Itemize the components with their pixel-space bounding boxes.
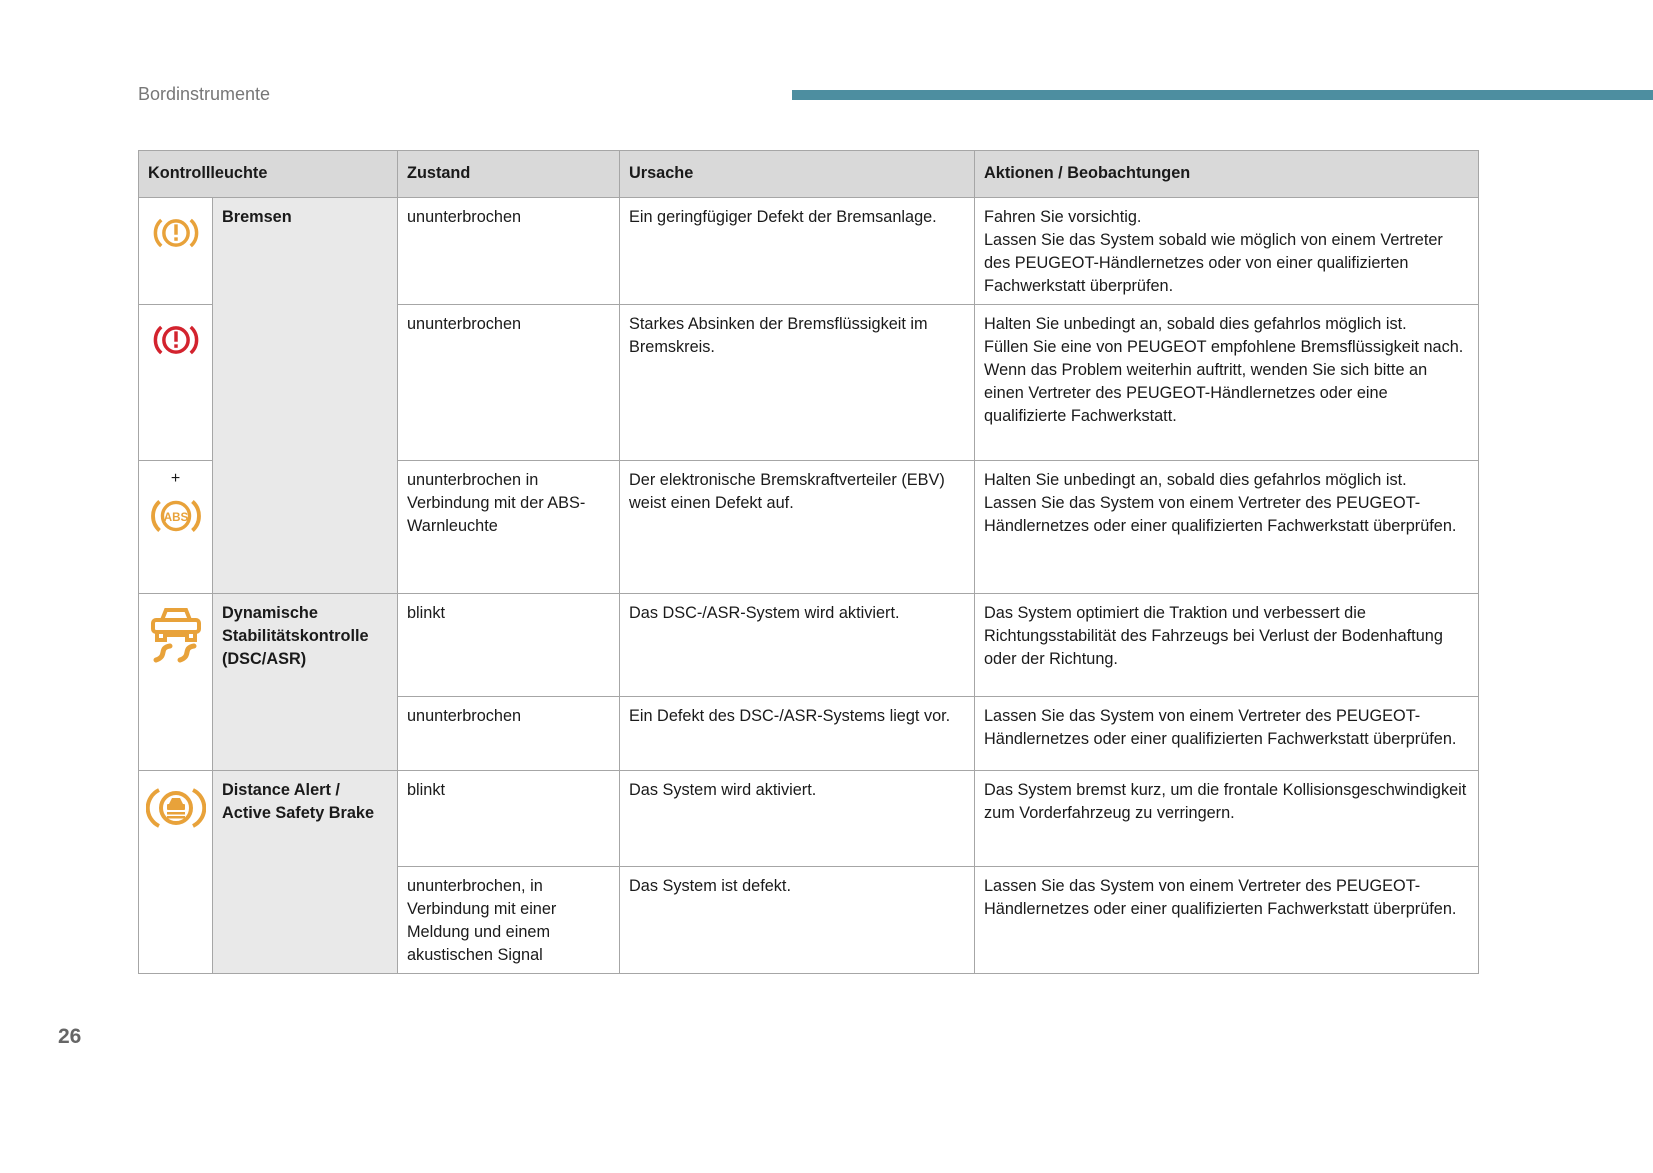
warning-light-cell bbox=[139, 198, 213, 305]
warning-light-name: Bremsen bbox=[213, 198, 398, 594]
table-header-row bbox=[139, 151, 1479, 198]
brake-warning-red-icon bbox=[141, 315, 210, 365]
action-text: Fahren Sie vorsichtig. bbox=[984, 208, 1142, 226]
cause-cell: Starkes Absinken der Bremsflüssigkeit im Bremskreis. bbox=[620, 305, 975, 461]
state-cell: blinkt bbox=[398, 771, 620, 867]
action-text: Das System optimiert die Traktion und verbessert die Richtungsstabilität des Fahrzeugs bei Verlust der Bodenhaftung oder der Richtung. bbox=[984, 604, 1443, 668]
table-row bbox=[139, 198, 1479, 305]
plus-sign: + bbox=[170, 470, 181, 487]
table-row bbox=[139, 594, 1479, 697]
actions-cell bbox=[975, 697, 1479, 771]
cause-cell: Das System wird aktiviert. bbox=[620, 771, 975, 867]
column-header: Zustand bbox=[398, 151, 620, 198]
column-header: Kontrollleuchte bbox=[139, 151, 398, 198]
warning-light-cell bbox=[139, 594, 213, 771]
actions-cell bbox=[975, 305, 1479, 461]
actions-cell bbox=[975, 461, 1479, 594]
state-cell: ununterbrochen bbox=[398, 305, 620, 461]
cause-cell: Der elektronische Bremskraftverteiler (EBV) weist einen Defekt auf. bbox=[620, 461, 975, 594]
action-text: Halten Sie unbedingt an, sobald dies gefahrlos möglich ist. bbox=[984, 471, 1407, 489]
warning-light-name: Dynamische Stabilitätskontrolle (DSC/ASR) bbox=[213, 594, 398, 771]
actions-cell bbox=[975, 771, 1479, 867]
header-accent-bar bbox=[792, 90, 1653, 100]
state-cell: ununterbrochen in Verbindung mit der ABS-Warnleuchte bbox=[398, 461, 620, 594]
column-header: Ursache bbox=[620, 151, 975, 198]
brake-warning-amber-icon bbox=[141, 208, 210, 258]
warning-light-cell bbox=[139, 461, 213, 594]
warning-light-cell bbox=[139, 771, 213, 974]
action-text: Lassen Sie das System von einem Vertreter des PEUGEOT-Händlernetzes oder einer qualifizierten Fachwerkstatt überprüfen. bbox=[984, 707, 1457, 748]
action-text: Das System bremst kurz, um die frontale Kollisionsgeschwindigkeit zum Vorderfahrzeug zu verringern. bbox=[984, 781, 1467, 822]
state-cell: ununterbrochen bbox=[398, 697, 620, 771]
action-text: Lassen Sie das System von einem Vertreter des PEUGEOT-Händlernetzes oder einer qualifizierten Fachwerkstatt überprüfen. bbox=[984, 877, 1457, 918]
action-text: Füllen Sie eine von PEUGEOT empfohlene Bremsflüssigkeit nach. bbox=[984, 338, 1464, 356]
state-cell: ununterbrochen bbox=[398, 198, 620, 305]
warning-light-cell bbox=[139, 305, 213, 461]
action-text: Lassen Sie das System von einem Vertreter des PEUGEOT-Händlernetzes oder einer qualifizierten Fachwerkstatt überprüfen. bbox=[984, 494, 1457, 535]
dsc-asr-icon bbox=[141, 604, 210, 666]
distance-alert-icon bbox=[141, 781, 210, 835]
column-header: Aktionen / Beobachtungen bbox=[975, 151, 1479, 198]
actions-cell bbox=[975, 198, 1479, 305]
page-number: 26 bbox=[58, 1025, 82, 1048]
cause-cell: Das System ist defekt. bbox=[620, 867, 975, 974]
warning-lights-table bbox=[138, 150, 1479, 974]
state-cell: ununterbrochen, in Verbindung mit einer Meldung und einem akustischen Signal bbox=[398, 867, 620, 974]
action-text: Halten Sie unbedingt an, sobald dies gefahrlos möglich ist. bbox=[984, 315, 1407, 333]
svg-text:ABS: ABS bbox=[163, 510, 188, 524]
actions-cell bbox=[975, 594, 1479, 697]
state-cell: blinkt bbox=[398, 594, 620, 697]
actions-cell bbox=[975, 867, 1479, 974]
cause-cell: Ein geringfügiger Defekt der Bremsanlage. bbox=[620, 198, 975, 305]
table-row bbox=[139, 771, 1479, 867]
action-text: Wenn das Problem weiterhin auftritt, wenden Sie sich bitte an einen Vertreter des PEUGEOT-Händlernetzes oder eine qualifizierte Fachwerkstatt. bbox=[984, 361, 1428, 425]
warning-light-name: Distance Alert / Active Safety Brake bbox=[213, 771, 398, 974]
cause-cell: Das DSC-/ASR-System wird aktiviert. bbox=[620, 594, 975, 697]
action-text: Lassen Sie das System sobald wie möglich von einem Vertreter des PEUGEOT-Händlernetzes oder von einer qualifizierten Fachwerkstatt überprüfen. bbox=[984, 231, 1443, 295]
section-title: Bordinstrumente bbox=[138, 84, 271, 104]
cause-cell: Ein Defekt des DSC-/ASR-Systems liegt vor. bbox=[620, 697, 975, 771]
abs-warning-icon bbox=[141, 491, 210, 541]
